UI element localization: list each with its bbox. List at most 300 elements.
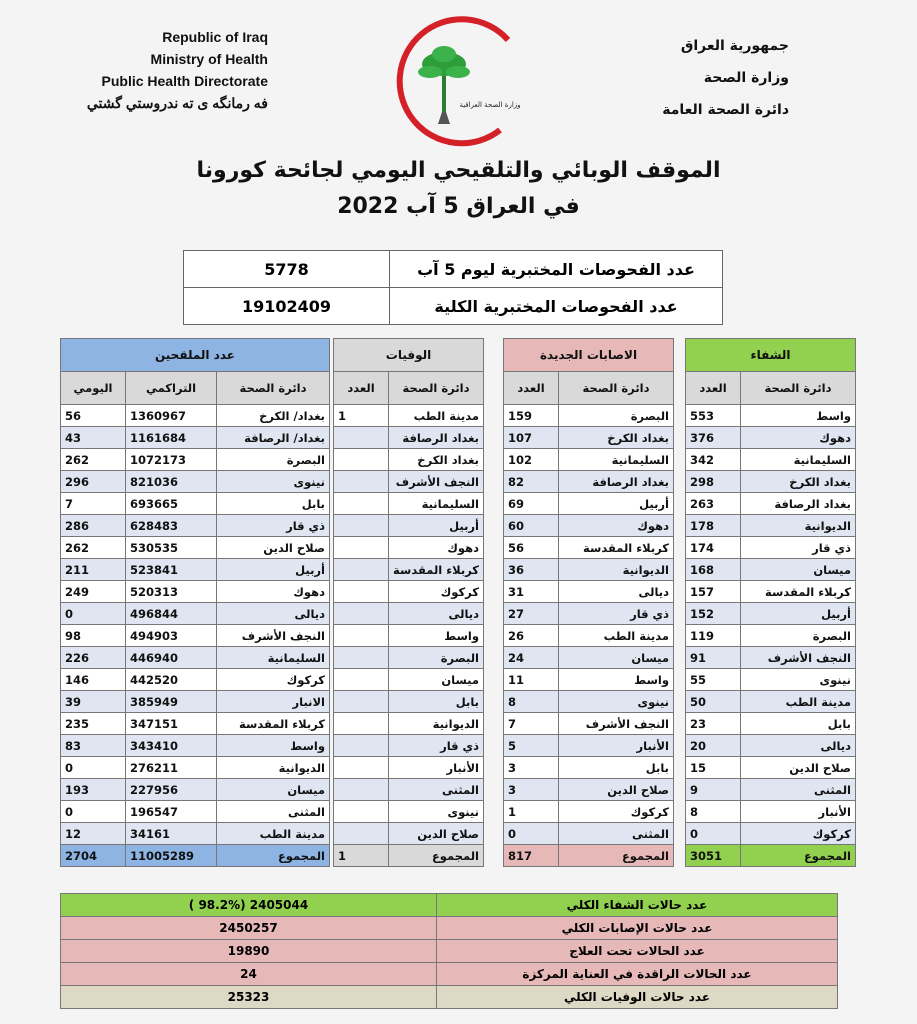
name-cell: كربلاء المقدسة [741, 581, 856, 603]
name-cell: نينوى [741, 669, 856, 691]
count-cell [334, 647, 389, 669]
summary-label: عدد حالات الإصابات الكلي [437, 917, 838, 940]
column-header-count: العدد [334, 372, 389, 405]
name-cell: ديالى [217, 603, 330, 625]
count-cell: 3 [504, 757, 559, 779]
count-cell [334, 537, 389, 559]
table-row [504, 779, 674, 801]
name-cell: ذي قار [389, 735, 484, 757]
count-cell [334, 581, 389, 603]
count-cell [334, 603, 389, 625]
summary-label: عدد الحالات الراقدة في العناية المركزة [437, 963, 838, 986]
daily-cell: 0 [61, 603, 126, 625]
daily-cell: 193 [61, 779, 126, 801]
count-cell: 24 [504, 647, 559, 669]
summary-row [61, 917, 838, 940]
count-cell [334, 735, 389, 757]
table-row [686, 625, 856, 647]
table-row [61, 559, 330, 581]
cumulative-cell: 1161684 [126, 427, 217, 449]
cumulative-cell: 628483 [126, 515, 217, 537]
count-cell [334, 669, 389, 691]
block-title-row [686, 339, 856, 372]
summary-row [61, 963, 838, 986]
table-row [61, 779, 330, 801]
table-row [61, 515, 330, 537]
name-cell: النجف الأشرف [741, 647, 856, 669]
summary-row [61, 894, 838, 917]
table-row [334, 691, 484, 713]
table-row [61, 537, 330, 559]
name-cell: البصرة [741, 625, 856, 647]
count-cell: 15 [686, 757, 741, 779]
table-row [504, 669, 674, 691]
header-en-line: Ministry of Health [150, 51, 268, 67]
count-cell [334, 691, 389, 713]
count-cell: 82 [504, 471, 559, 493]
count-cell: 27 [504, 603, 559, 625]
table-row [61, 405, 330, 427]
table-row [504, 801, 674, 823]
count-cell: 174 [686, 537, 741, 559]
new-cases-block [503, 338, 674, 867]
table-row [686, 669, 856, 691]
count-cell: 36 [504, 559, 559, 581]
name-cell: دهوك [559, 515, 674, 537]
table-row [686, 537, 856, 559]
cumulative-cell: 343410 [126, 735, 217, 757]
table-row [504, 405, 674, 427]
column-header-name: دائرة الصحة [741, 372, 856, 405]
name-cell: بغداد الكرخ [741, 471, 856, 493]
count-cell: 20 [686, 735, 741, 757]
name-cell: الديوانية [741, 515, 856, 537]
name-cell: مدينة الطب [741, 691, 856, 713]
ministry-logo-icon [380, 12, 530, 147]
total-row [334, 845, 484, 867]
block-title-row [504, 339, 674, 372]
name-cell: المثنى [217, 801, 330, 823]
name-cell: نينوى [217, 471, 330, 493]
count-cell: 50 [686, 691, 741, 713]
ministry-logo [380, 12, 530, 147]
table-row [334, 427, 484, 449]
daily-cell: 39 [61, 691, 126, 713]
name-cell: كركوك [559, 801, 674, 823]
name-cell: واسط [389, 625, 484, 647]
table-row [504, 757, 674, 779]
name-cell: ميسان [217, 779, 330, 801]
name-cell: كركوك [389, 581, 484, 603]
name-cell: أربيل [559, 493, 674, 515]
table-row [334, 603, 484, 625]
summary-table [60, 893, 838, 1009]
name-cell: الأنبار [741, 801, 856, 823]
name-cell: ذي قار [741, 537, 856, 559]
table-row [686, 493, 856, 515]
table-row [686, 801, 856, 823]
column-header-count: العدد [686, 372, 741, 405]
name-cell: السليمانية [389, 493, 484, 515]
cumulative-cell: 227956 [126, 779, 217, 801]
cumulative-cell: 496844 [126, 603, 217, 625]
daily-cell: 146 [61, 669, 126, 691]
name-cell: بغداد الرصافة [559, 471, 674, 493]
column-header-row [686, 372, 856, 405]
summary-label: عدد حالات الوفيات الكلي [437, 986, 838, 1009]
name-cell: دهوك [741, 427, 856, 449]
name-cell: مدينة الطب [217, 823, 330, 845]
count-cell: 119 [686, 625, 741, 647]
deaths-block [333, 338, 484, 867]
count-cell: 7 [504, 713, 559, 735]
name-cell: الأنبار [389, 757, 484, 779]
daily-cell: 262 [61, 449, 126, 471]
table-row [61, 581, 330, 603]
table-row [686, 691, 856, 713]
table-row [504, 823, 674, 845]
total-value: 1 [334, 845, 389, 867]
daily-cell: 0 [61, 757, 126, 779]
table-row [504, 735, 674, 757]
count-cell: 178 [686, 515, 741, 537]
table-row [686, 735, 856, 757]
daily-cell: 83 [61, 735, 126, 757]
total-label: المجموع [741, 845, 856, 867]
report-title: الموقف الوبائي والتلقيحي اليومي لجائحة كورونا [196, 158, 721, 183]
table-row [504, 559, 674, 581]
cumulative-cell: 693665 [126, 493, 217, 515]
daily-cell: 226 [61, 647, 126, 669]
name-cell: دهوك [217, 581, 330, 603]
count-cell: 0 [686, 823, 741, 845]
name-cell: دهوك [389, 537, 484, 559]
name-cell: الديوانية [217, 757, 330, 779]
cumulative-cell: 196547 [126, 801, 217, 823]
name-cell: كربلاء المقدسة [559, 537, 674, 559]
table-row [334, 647, 484, 669]
table-row [686, 515, 856, 537]
daily-cell: 249 [61, 581, 126, 603]
name-cell: البصرة [559, 405, 674, 427]
daily-cell: 56 [61, 405, 126, 427]
table-row [686, 405, 856, 427]
name-cell: ديالى [559, 581, 674, 603]
name-cell: كربلاء المقدسة [217, 713, 330, 735]
cumulative-cell: 385949 [126, 691, 217, 713]
logo-text: وزارة الصحة العراقية [459, 101, 521, 109]
table-row [504, 537, 674, 559]
total-row [61, 845, 330, 867]
table-row [504, 603, 674, 625]
daily-cell: 98 [61, 625, 126, 647]
table-row [334, 559, 484, 581]
count-cell: 157 [686, 581, 741, 603]
count-cell: 23 [686, 713, 741, 735]
table-row [686, 559, 856, 581]
header-ar-line: جمهورية العراق [680, 38, 789, 54]
count-cell [334, 515, 389, 537]
table-row [334, 757, 484, 779]
count-cell: 263 [686, 493, 741, 515]
summary-row [61, 986, 838, 1009]
column-header-row [61, 372, 330, 405]
table-row [334, 449, 484, 471]
cumulative-cell: 523841 [126, 559, 217, 581]
column-header-count: العدد [504, 372, 559, 405]
table-row [686, 823, 856, 845]
count-cell: 102 [504, 449, 559, 471]
column-header-row [504, 372, 674, 405]
count-cell: 69 [504, 493, 559, 515]
name-cell: ميسان [559, 647, 674, 669]
name-cell: ميسان [741, 559, 856, 581]
name-cell: السليمانية [741, 449, 856, 471]
name-cell: بغداد الرصافة [741, 493, 856, 515]
total-row [504, 845, 674, 867]
name-cell: بغداد/ الكرخ [217, 405, 330, 427]
count-cell: 91 [686, 647, 741, 669]
total-value: 817 [504, 845, 559, 867]
daily-cell: 286 [61, 515, 126, 537]
name-cell: بابل [559, 757, 674, 779]
table-row [504, 493, 674, 515]
name-cell: واسط [741, 405, 856, 427]
count-cell: 60 [504, 515, 559, 537]
table-row [504, 449, 674, 471]
table-row [61, 757, 330, 779]
name-cell: الانبار [217, 691, 330, 713]
table-row [504, 471, 674, 493]
name-cell: بابل [741, 713, 856, 735]
count-cell: 168 [686, 559, 741, 581]
total-row [686, 845, 856, 867]
cumulative-cell: 530535 [126, 537, 217, 559]
table-row [334, 581, 484, 603]
count-cell: 9 [686, 779, 741, 801]
lab-tests-row [184, 288, 723, 325]
total-value: 3051 [686, 845, 741, 867]
header-kurdish-line: فه رمانگه ى ته ندروستي گشتي [86, 95, 268, 111]
table-row [334, 515, 484, 537]
block-title-row [61, 339, 330, 372]
total-label: المجموع [389, 845, 484, 867]
count-cell: 26 [504, 625, 559, 647]
table-row [334, 779, 484, 801]
header-ar-line: دائرة الصحة العامة [662, 102, 789, 118]
name-cell: صلاح الدين [217, 537, 330, 559]
count-cell [334, 625, 389, 647]
column-header-name: دائرة الصحة [389, 372, 484, 405]
name-cell: أربيل [217, 559, 330, 581]
count-cell [334, 823, 389, 845]
total-label: المجموع [217, 845, 330, 867]
summary-value: 25323 [61, 986, 437, 1009]
count-cell: 1 [334, 405, 389, 427]
table-row [686, 647, 856, 669]
lab-tests-label: عدد الفحوصات المختبرية الكلية [390, 288, 723, 325]
name-cell: المثنى [559, 823, 674, 845]
total-daily: 2704 [61, 845, 126, 867]
count-cell [334, 471, 389, 493]
column-header-daily: اليومي [61, 372, 126, 405]
name-cell: صلاح الدين [559, 779, 674, 801]
name-cell: ميسان [389, 669, 484, 691]
name-cell: النجف الأشرف [389, 471, 484, 493]
summary-value: 24 [61, 963, 437, 986]
report-date: في العراق 5 آب 2022 [337, 194, 580, 219]
cumulative-cell: 1072173 [126, 449, 217, 471]
table-row [686, 471, 856, 493]
block-title: الوفيات [334, 339, 484, 372]
name-cell: الأنبار [559, 735, 674, 757]
count-cell: 553 [686, 405, 741, 427]
cumulative-cell: 34161 [126, 823, 217, 845]
name-cell: نينوى [389, 801, 484, 823]
count-cell [334, 757, 389, 779]
name-cell: كربلاء المقدسة [389, 559, 484, 581]
name-cell: أربيل [389, 515, 484, 537]
name-cell: بغداد/ الرصافة [217, 427, 330, 449]
count-cell: 376 [686, 427, 741, 449]
summary-value: 19890 [61, 940, 437, 963]
cumulative-cell: 1360967 [126, 405, 217, 427]
daily-cell: 262 [61, 537, 126, 559]
block-title: الاصابات الجديدة [504, 339, 674, 372]
name-cell: أربيل [741, 603, 856, 625]
name-cell: نينوى [559, 691, 674, 713]
header-en-line: Republic of Iraq [162, 29, 268, 45]
daily-cell: 43 [61, 427, 126, 449]
table-row [61, 691, 330, 713]
name-cell: صلاح الدين [389, 823, 484, 845]
table-row [504, 515, 674, 537]
lab-tests-value: 5778 [184, 251, 390, 288]
count-cell: 298 [686, 471, 741, 493]
header-en-line: Public Health Directorate [101, 73, 268, 89]
block-title: عدد الملقحين [61, 339, 330, 372]
table-row [504, 713, 674, 735]
name-cell: مدينة الطب [559, 625, 674, 647]
vaccinated-table [60, 338, 330, 867]
table-row [61, 801, 330, 823]
column-header-row [334, 372, 484, 405]
count-cell: 107 [504, 427, 559, 449]
name-cell: السليمانية [559, 449, 674, 471]
table-row [686, 427, 856, 449]
daily-cell: 7 [61, 493, 126, 515]
deaths-table [333, 338, 484, 867]
table-row [334, 537, 484, 559]
name-cell: ديالى [741, 735, 856, 757]
name-cell: كركوك [217, 669, 330, 691]
name-cell: واسط [217, 735, 330, 757]
table-row [504, 647, 674, 669]
name-cell: بابل [217, 493, 330, 515]
cumulative-cell: 446940 [126, 647, 217, 669]
table-row [334, 493, 484, 515]
name-cell: صلاح الدين [741, 757, 856, 779]
cumulative-cell: 520313 [126, 581, 217, 603]
count-cell: 152 [686, 603, 741, 625]
cumulative-cell: 347151 [126, 713, 217, 735]
count-cell [334, 427, 389, 449]
name-cell: ديالى [389, 603, 484, 625]
name-cell: الديوانية [389, 713, 484, 735]
table-row [686, 449, 856, 471]
table-row [504, 427, 674, 449]
name-cell: النجف الأشرف [559, 713, 674, 735]
block-title: الشفاء [686, 339, 856, 372]
name-cell: بابل [389, 691, 484, 713]
table-row [686, 603, 856, 625]
table-row [61, 493, 330, 515]
summary-label: عدد الحالات تحت العلاج [437, 940, 838, 963]
total-cumulative: 11005289 [126, 845, 217, 867]
count-cell [334, 559, 389, 581]
table-row [61, 647, 330, 669]
name-cell: كركوك [741, 823, 856, 845]
table-row [334, 801, 484, 823]
count-cell: 342 [686, 449, 741, 471]
recovered-table [685, 338, 856, 867]
table-row [334, 735, 484, 757]
vaccinated-block [60, 338, 330, 867]
cumulative-cell: 821036 [126, 471, 217, 493]
block-title-row [334, 339, 484, 372]
header-english [68, 26, 268, 114]
count-cell [334, 779, 389, 801]
table-row [61, 427, 330, 449]
name-cell: السليمانية [217, 647, 330, 669]
summary-value: 2450257 [61, 917, 437, 940]
daily-cell: 296 [61, 471, 126, 493]
name-cell: المثنى [389, 779, 484, 801]
table-row [686, 713, 856, 735]
table-row [61, 449, 330, 471]
table-row [61, 735, 330, 757]
name-cell: واسط [559, 669, 674, 691]
name-cell: الديوانية [559, 559, 674, 581]
name-cell: النجف الأشرف [217, 625, 330, 647]
table-row [504, 581, 674, 603]
cumulative-cell: 442520 [126, 669, 217, 691]
new-cases-table [503, 338, 674, 867]
table-row [334, 823, 484, 845]
table-row [686, 581, 856, 603]
summary-row [61, 940, 838, 963]
count-cell: 8 [504, 691, 559, 713]
count-cell: 55 [686, 669, 741, 691]
table-row [504, 691, 674, 713]
count-cell: 159 [504, 405, 559, 427]
table-row [61, 669, 330, 691]
table-row [504, 625, 674, 647]
count-cell: 31 [504, 581, 559, 603]
count-cell: 3 [504, 779, 559, 801]
table-row [334, 669, 484, 691]
lab-tests-label: عدد الفحوصات المختبرية ليوم 5 آب [390, 251, 723, 288]
count-cell [334, 801, 389, 823]
table-row [61, 713, 330, 735]
count-cell [334, 493, 389, 515]
lab-tests-table [183, 250, 723, 325]
count-cell [334, 713, 389, 735]
lab-tests-value: 19102409 [184, 288, 390, 325]
name-cell: مدينة الطب [389, 405, 484, 427]
header-arabic [569, 30, 789, 126]
total-label: المجموع [559, 845, 674, 867]
